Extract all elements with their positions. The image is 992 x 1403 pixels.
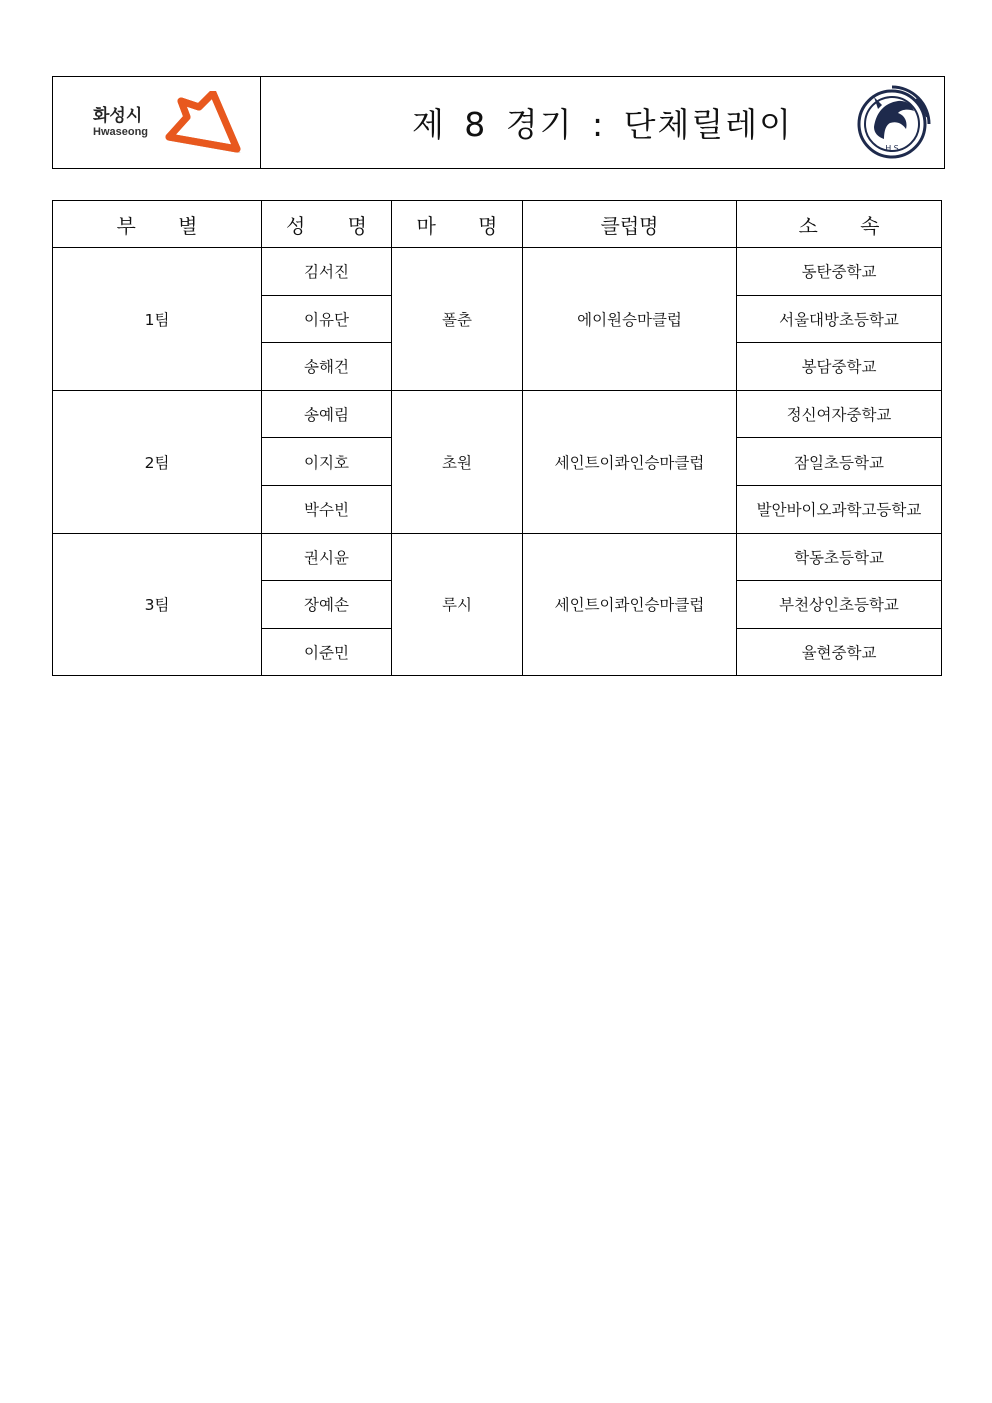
table-header-row (53, 201, 942, 248)
emblem-text: H.S (885, 144, 899, 153)
affiliation-cell: 부천상인초등학교 (737, 581, 942, 629)
document-header (52, 76, 945, 169)
header-club: 클럽명 (523, 201, 737, 248)
rider-name: 권시윤 (262, 533, 392, 581)
logo-english-text: Hwaseong (93, 126, 149, 138)
header-horse: 마 명 (392, 201, 523, 248)
rider-name: 송해건 (262, 343, 392, 391)
affiliation-cell: 잠일초등학교 (737, 438, 942, 486)
division-cell: 3팀 (53, 533, 262, 676)
roster-table (52, 200, 942, 676)
rider-name: 송예림 (262, 390, 392, 438)
division-cell: 2팀 (53, 390, 262, 533)
hwaseong-star-icon (163, 91, 241, 153)
affiliation-cell: 봉담중학교 (737, 343, 942, 391)
affiliation-cell: 정신여자중학교 (737, 390, 942, 438)
rider-name: 박수빈 (262, 485, 392, 533)
rider-name: 김서진 (262, 248, 392, 296)
affiliation-cell: 동탄중학교 (737, 248, 942, 296)
rider-name: 이유단 (262, 295, 392, 343)
header-affiliation: 소 속 (737, 201, 942, 248)
table-row (53, 248, 942, 296)
club-name: 세인트이콰인승마클럽 (523, 390, 737, 533)
hwaseong-logo (53, 77, 261, 168)
table-row (53, 533, 942, 581)
title-cell (261, 77, 944, 168)
affiliation-cell: 발안바이오과학고등학교 (737, 485, 942, 533)
rider-name: 장예손 (262, 581, 392, 629)
rider-name: 이준민 (262, 628, 392, 676)
affiliation-cell: 학동초등학교 (737, 533, 942, 581)
horse-name: 폴춘 (392, 248, 523, 391)
table-row (53, 390, 942, 438)
page-title: 제 8 경기 : 단체릴레이 (411, 105, 794, 144)
club-name: 세인트이콰인승마클럽 (523, 533, 737, 676)
affiliation-cell: 율현중학교 (737, 628, 942, 676)
horse-name: 초원 (392, 390, 523, 533)
header-division: 부 별 (53, 201, 262, 248)
logo-korean-text: 화성시 (93, 106, 143, 126)
rider-name: 이지호 (262, 438, 392, 486)
header-name: 성 명 (262, 201, 392, 248)
horse-name: 루시 (392, 533, 523, 676)
logo-wordmark (93, 108, 148, 138)
affiliation-cell: 서울대방초등학교 (737, 295, 942, 343)
club-name: 에이원승마클럽 (523, 248, 737, 391)
division-cell: 1팀 (53, 248, 262, 391)
horse-emblem-icon (854, 83, 932, 163)
